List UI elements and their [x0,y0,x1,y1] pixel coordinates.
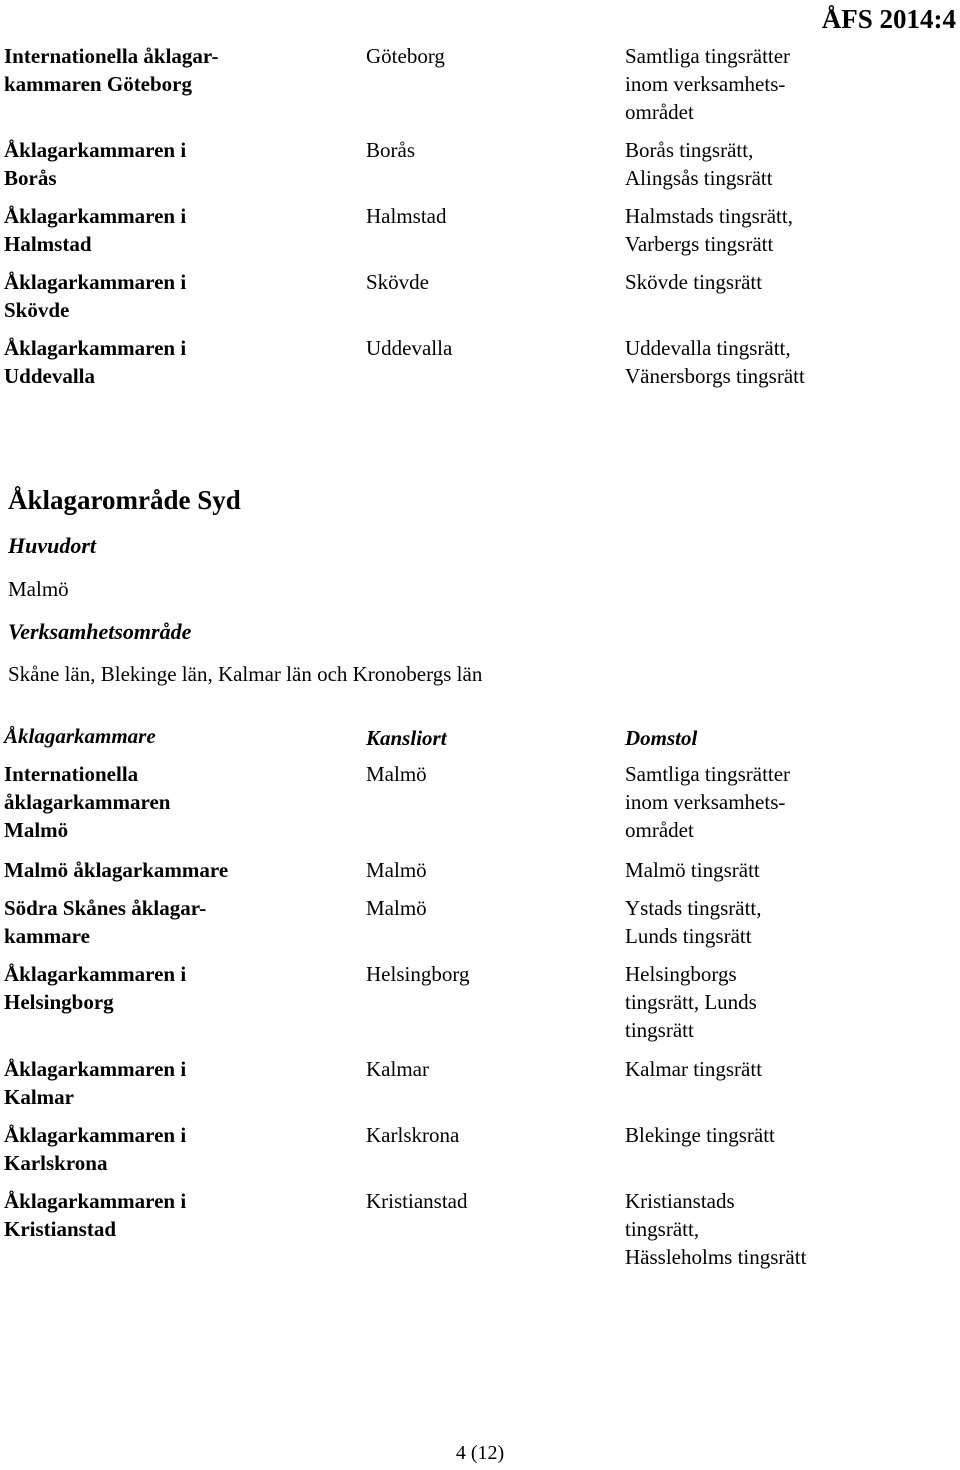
table-region-west [4,42,954,400]
office-seat: Göteborg [366,44,445,68]
office-seat: Uddevalla [366,336,453,360]
table-row [4,960,954,1055]
table-row [4,894,954,960]
table-header-row [4,722,954,760]
header-seat: Kansliort [366,726,447,750]
table-row [4,334,954,400]
office-court: Skövde tingsrätt [625,270,763,294]
office-court: Samtliga tingsrätter inom verksamhets- området [625,44,791,124]
table-row [4,856,954,894]
office-seat: Malmö [366,896,427,920]
office-name: Malmö åklagarkammare [4,858,229,882]
area-label: Verksamhetsområde [8,619,192,644]
office-court: Halmstads tingsrätt, Varbergs tingsrätt [625,204,793,256]
page-number: 4 (12) [455,1442,505,1464]
table-row [4,42,954,136]
office-court: Ystads tingsrätt, Lunds tingsrätt [625,896,762,948]
table-row [4,268,954,334]
office-seat: Borås [366,138,415,162]
header-office: Åklagarkammare [4,724,156,748]
hq-value: Malmö [8,577,69,601]
hq-label: Huvudort [8,533,97,558]
office-name: Södra Skånes åklagar- kammare [4,896,207,948]
office-court: Kristianstads tingsrätt, Hässleholms tingsrätt [625,1189,807,1269]
office-name: Åklagarkammaren i Uddevalla [4,336,187,388]
table-row [4,136,954,202]
office-name: Åklagarkammaren i Kristianstad [4,1189,187,1241]
office-court: Malmö tingsrätt [625,858,760,882]
office-name: Internationella åklagar- kammaren Göteborg [4,44,219,96]
table-row [4,760,954,856]
office-name: Åklagarkammaren i Kalmar [4,1057,187,1109]
office-court: Blekinge tingsrätt [625,1123,775,1147]
office-seat: Karlskrona [366,1123,460,1147]
table-row [4,1055,954,1121]
office-name: Åklagarkammaren i Helsingborg [4,962,187,1014]
table-row [4,1121,954,1187]
table-row [4,202,954,268]
office-seat: Skövde [366,270,429,294]
office-name: Åklagarkammaren i Skövde [4,270,187,322]
area-value: Skåne län, Blekinge län, Kalmar län och Kronobergs län [8,662,483,686]
office-name: Åklagarkammaren i Halmstad [4,204,187,256]
table-row [4,1187,954,1281]
office-seat: Malmö [366,762,427,786]
office-seat: Halmstad [366,204,447,228]
office-seat: Kristianstad [366,1189,468,1213]
office-court: Borås tingsrätt, Alingsås tingsrätt [625,138,773,190]
section-title: Åklagarområde Syd [8,485,241,515]
office-seat: Malmö [366,858,427,882]
table-region-syd [4,722,954,1281]
office-court: Samtliga tingsrätter inom verksamhets- området [625,762,791,842]
office-name: Internationella åklagarkammaren Malmö [4,762,171,842]
office-name: Åklagarkammaren i Karlskrona [4,1123,187,1175]
office-court: Helsingborgs tingsrätt, Lunds tingsrätt [625,962,757,1042]
office-court: Kalmar tingsrätt [625,1057,763,1081]
header-court: Domstol [625,726,698,750]
office-seat: Helsingborg [366,962,470,986]
office-court: Uddevalla tingsrätt, Vänersborgs tingsrätt [625,336,805,388]
office-seat: Kalmar [366,1057,429,1081]
office-name: Åklagarkammaren i Borås [4,138,187,190]
document-id: ÅFS 2014:4 [821,4,956,34]
